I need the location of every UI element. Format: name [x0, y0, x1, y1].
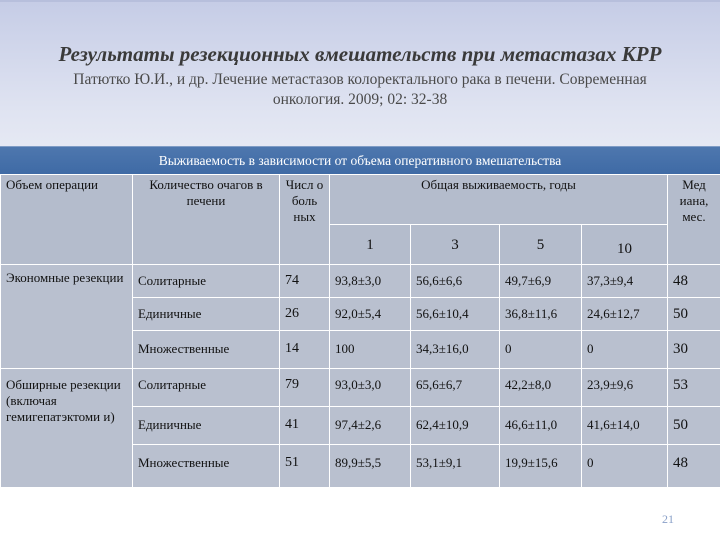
y1-cell: 93,8±3,0 [330, 265, 411, 298]
header-foci: Количество очагов в печени [133, 175, 280, 265]
y10-cell: 0 [582, 445, 668, 488]
y5-cell: 46,6±11,0 [500, 407, 582, 445]
foci-cell: Множественные [133, 445, 280, 488]
survival-table [0, 174, 720, 488]
header-year-5: 5 [500, 225, 582, 265]
table-row [1, 369, 720, 407]
page-number: 21 [662, 512, 674, 526]
top-rule [0, 0, 720, 2]
header-survival: Общая выживаемость, годы [330, 175, 668, 225]
y5-cell: 42,2±8,0 [500, 369, 582, 407]
group-name: Экономные резекции [1, 265, 133, 369]
slide-title: Результаты резекционных вмешательств при метастазах КРР [58, 42, 662, 66]
header-year-3: 3 [411, 225, 500, 265]
y3-cell: 53,1±9,1 [411, 445, 500, 488]
median-cell: 50 [668, 298, 720, 331]
n-cell: 79 [280, 369, 330, 407]
header-median: Мед иана, мес. [668, 175, 720, 265]
median-cell: 30 [668, 331, 720, 369]
y1-cell: 92,0±5,4 [330, 298, 411, 331]
y10-cell: 37,3±9,4 [582, 265, 668, 298]
y1-cell: 89,9±5,5 [330, 445, 411, 488]
table-row [1, 265, 720, 298]
header-patients: Числ о боль ных [280, 175, 330, 265]
foci-cell: Солитарные [133, 265, 280, 298]
header-operation: Объем операции [1, 175, 133, 265]
y3-cell: 56,6±6,6 [411, 265, 500, 298]
n-cell: 26 [280, 298, 330, 331]
y10-cell: 41,6±14,0 [582, 407, 668, 445]
n-cell: 14 [280, 331, 330, 369]
y3-cell: 56,6±10,4 [411, 298, 500, 331]
median-cell: 53 [668, 369, 720, 407]
y10-cell: 24,6±12,7 [582, 298, 668, 331]
n-cell: 74 [280, 265, 330, 298]
y5-cell: 49,7±6,9 [500, 265, 582, 298]
foci-cell: Единичные [133, 298, 280, 331]
header-year-1: 1 [330, 225, 411, 265]
y3-cell: 65,6±6,7 [411, 369, 500, 407]
y5-cell: 19,9±15,6 [500, 445, 582, 488]
y3-cell: 62,4±10,9 [411, 407, 500, 445]
median-cell: 48 [668, 445, 720, 488]
foci-cell: Множественные [133, 331, 280, 369]
n-cell: 41 [280, 407, 330, 445]
foci-cell: Солитарные [133, 369, 280, 407]
header-row [1, 175, 720, 225]
median-cell: 50 [668, 407, 720, 445]
y10-cell: 23,9±9,6 [582, 369, 668, 407]
y1-cell: 100 [330, 331, 411, 369]
y1-cell: 97,4±2,6 [330, 407, 411, 445]
y10-cell: 0 [582, 331, 668, 369]
header-year-10: 10 [582, 225, 668, 265]
y1-cell: 93,0±3,0 [330, 369, 411, 407]
y5-cell: 36,8±11,6 [500, 298, 582, 331]
group-name: Обширные резекции (включая гемигепатэктоми и) [1, 369, 133, 488]
citation: Патютко Ю.И., и др. Лечение метастазов колоректального рака в печени. Современная онкология. 2009; 02: 32-38 [73, 71, 647, 108]
y5-cell: 0 [500, 331, 582, 369]
table-caption-band: Выживаемость в зависимости от объема оперативного вмешательства [0, 146, 720, 175]
median-cell: 48 [668, 265, 720, 298]
n-cell: 51 [280, 445, 330, 488]
foci-cell: Единичные [133, 407, 280, 445]
y3-cell: 34,3±16,0 [411, 331, 500, 369]
